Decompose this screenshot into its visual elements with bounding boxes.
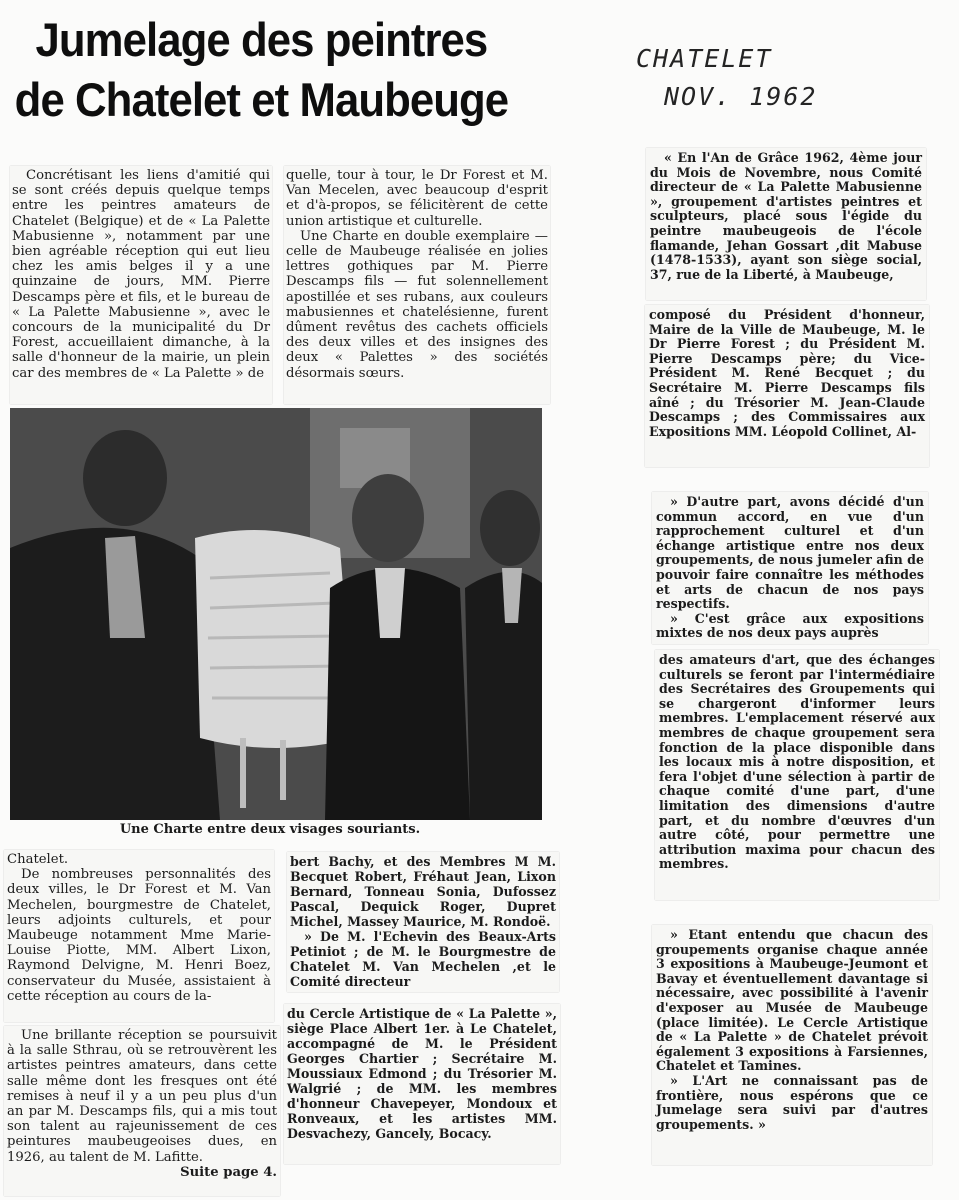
charte-block-5 (652, 925, 932, 1165)
charte-block-1 (646, 148, 926, 300)
article-column-2-members (287, 852, 559, 992)
article-column-2 (284, 166, 550, 404)
charte-block-3-paragraph-2: » C'est grâce aux expositions mixtes de nos deux pays auprès (656, 610, 924, 641)
handwritten-date: NOV. 1962 (664, 82, 818, 111)
charte-block-1-text: « En l'An de Grâce 1962, 4ème jour du Mois de Novembre, nous Comité directeur de « La Palette Mabusienne », groupement d'artistes peintres et sculpteurs, placé sous l'égide du peintre maubeugeois de l'école flamande, Jehan Gossart ,dit Mabuse (1478-1533), ayant son siège social, 37, rue de la Liberté, à Maubeuge, (650, 150, 922, 282)
charte-block-2-text: composé du Président d'honneur, Maire de la Ville de Maubeuge, M. le Dr Pierre Forest ; du Président M. Pierre Descamps père; du Vice-Président M. René Becquet ; du Secrétaire M. Pierre Descamps fils aîné ; du Trésorier M. Jean-Claude Descamps ; des Commissaires aux Expositions MM. Léopold Collinet, Al- (649, 307, 925, 439)
headline (8, 10, 515, 130)
charte-block-4 (655, 650, 939, 900)
charte-block-3-paragraph-1: » D'autre part, avons décidé d'un commun accord, en vue d'un rapprochement culturel et d'un échange artistique entre nos deux groupements, de nous jumeler afin de pouvoir faire connaître les méthodes et arts de chacun de nos pays respectifs. (656, 494, 924, 612)
article-column-1-continued (4, 850, 274, 1022)
photo-scene (10, 408, 542, 820)
article-intro-paragraph: Concrétisant les liens d'amitié qui se sont créés depuis quelque temps entre les peintres amateurs de Chatelet (Belgique) et de « La Palette Mabusienne », notamment par une bien agréable réception qui eut lieu chez les amis belges il y a une quinzaine de jours, MM. Pierre Descamps père et fils, et le bureau de « La Palette Mabusienne », avec le concours de la municipalité du Dr Forest, accueillaient dimanche, à la salle d'honneur de la mairie, un plein car des membres de « La Palette » de (12, 168, 270, 381)
echevin-paragraph: » De M. l'Echevin des Beaux-Arts Petiniot ; de M. le Bourgmestre de Chatelet M. Van Mechelen ,et le Comité directeur (290, 929, 556, 989)
headline-line-1: Jumelage des peintres (35, 13, 488, 66)
charte-block-2 (645, 305, 929, 467)
photo-caption: Une Charte entre deux visages souriants. (119, 822, 421, 837)
continuation-note: Suite page 4. (180, 1164, 277, 1180)
handwritten-note (636, 40, 817, 116)
headline-line-2: de Chatelet et Maubeuge (14, 73, 509, 126)
article-column-1 (10, 166, 272, 404)
article-column-1-reception (4, 1026, 280, 1196)
handwritten-place: CHATELET (636, 44, 773, 73)
column-1-continued-paragraph: De nombreuses personnalités des deux villes, le Dr Forest et M. Van Mechelen, bourgmestre de Chatelet, leurs adjoints culturels, et pour Maubeuge notamment Mme Marie-Louise Piotte, MM. Albert Lixon, Raymond Delvigne, M. Henri Boez, conservateur du Musée, assistaient à cette réception au cours de la- (7, 867, 271, 1004)
column-1-continued-start: Chatelet. (7, 852, 69, 867)
cercle-artistique-paragraph: du Cercle Artistique de « La Palette », siège Place Albert 1er. à Le Chatelet, accompagné de M. le Président Georges Chartier ; Secrétaire M. Moussiaux Edmond ; du Trésorier M. Walgrié ; de MM. les membres d'honneur Chavepeyer, Mondoux et Ronveaux, et les artistes MM. Desvachezy, Gancely, Bocacy. (287, 1006, 557, 1141)
article-column-2-cercle (284, 1004, 560, 1164)
photograph (10, 408, 542, 820)
members-list: bert Bachy, et des Membres M M. Becquet Robert, Fréhaut Jean, Lixon Bernard, Tonneau Sonia, Dufossez Pascal, Dequick Roger, Dupret Michel, Massey Maurice, M. Rondoë. (290, 854, 556, 929)
reception-paragraph: Une brillante réception se poursuivit à la salle Sthrau, où se retrouvèrent les artistes peintres amateurs, dans cette salle même dont les fresques ont été remises à neuf il y a un peu plus d'un an par M. Descamps fils, qui a mis tout son talent au rajeunissement de ces peintures maubeugeoises dues, en 1926, au talent de M. Lafitte. (7, 1028, 277, 1165)
charte-block-3 (652, 492, 928, 644)
article-col2-paragraph-1: quelle, tour à tour, le Dr Forest et M. Van Mecelen, avec beaucoup d'esprit et d'à-propos, se félicitèrent de cette union artistique et culturelle. (286, 168, 548, 229)
charte-block-5-paragraph-2: » L'Art ne connaissant pas de frontière, nous espérons que ce Jumelage sera suivi par d'autres groupements. » (656, 1072, 928, 1132)
charte-block-4-text: des amateurs d'art, que des échanges culturels se feront par l'intermédiaire des Secrétaires des Groupements qui se chargeront d'informer leurs membres. L'emplacement réservé aux membres de chaque groupement sera fonction de la place disponible dans les locaux mis à notre disposition, et fera l'objet d'une sélection à partir de chaque comité d'une part, d'une limitation des dimensions d'autre part, et du nombre d'œuvres d'un autre côté, pour permettre une attribution maxima pour chacun des membres. (659, 652, 935, 872)
charte-block-5-paragraph-1: » Etant entendu que chacun des groupements organise chaque année 3 expositions à Maubeuge-Jeumont et Bavay et éventuellement davantage si nécessaire, avec possibilité à l'avenir d'exposer au Musée de Maubeuge (place limitée). Le Cercle Artistique de « La Palette » de Chatelet prévoit également 3 expositions à Farsiennes, Chatelet et Tamines. (656, 927, 928, 1074)
article-col2-paragraph-2: Une Charte en double exemplaire — celle de Maubeuge réalisée en jolies lettres gothiques par M. Pierre Descamps fils — fut solennellement apostillée et ses rubans, aux couleurs mabusiennes et chatelésienne, furent dûment revêtus des cachets officiels des deux villes et des insignes des deux « Palettes » des sociétés désormais sœurs. (286, 228, 548, 381)
